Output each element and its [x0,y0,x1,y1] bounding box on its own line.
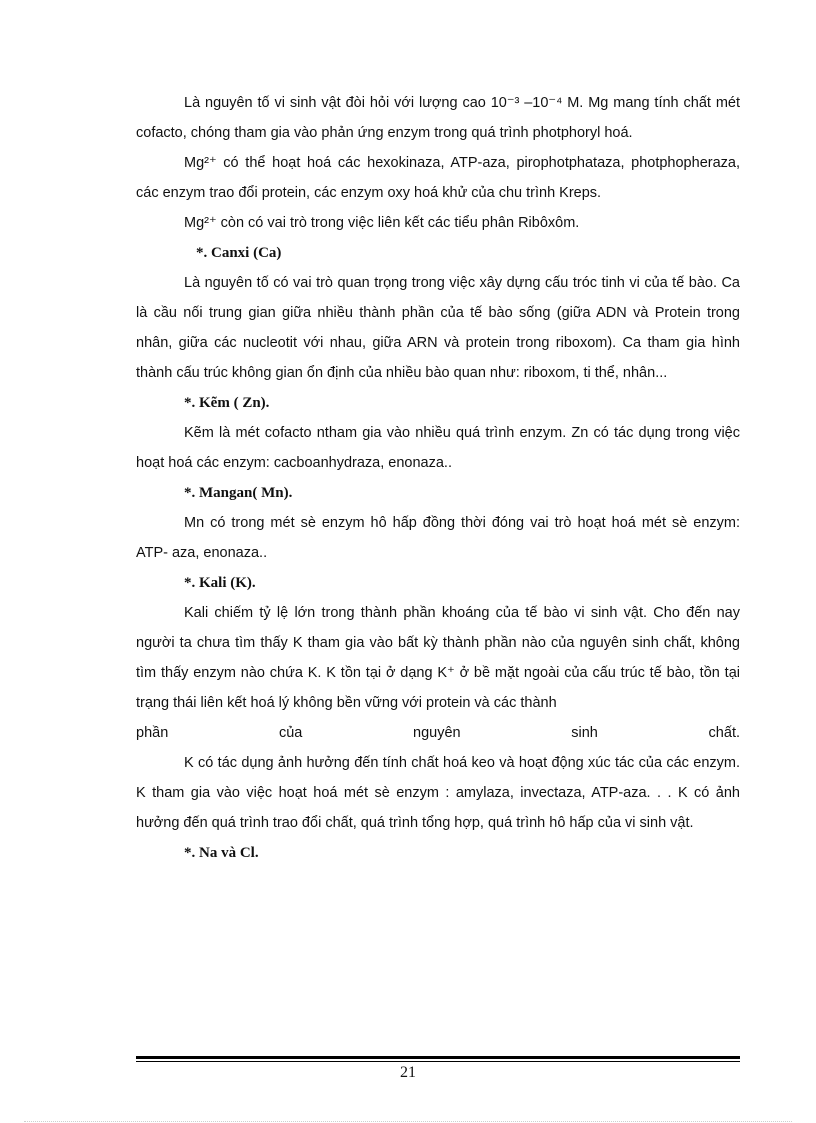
paragraph-mangan: Mn có trong mét sè enzym hô hấp đồng thời đóng vai trò hoạt hoá mét sè enzym: ATP- aza, enonaza.. [136,515,740,561]
heading-kem: *. Kẽm ( Zn). [184,395,270,411]
paragraph-kali-end: phần của nguyên sinh chất. [136,725,740,741]
paragraph-canxi: Là nguyên tố có vai trò quan trọng trong việc xây dựng cấu tróc tinh vi của tế bào. Ca là cầu nối trung gian giữa nhiều thành phần của tế bào sống (giữa ADN và Protein trong nhân, giữa các nucleotit với nhau, giữa ARN và protein trong riboxom). Ca tham gia hình thành cấu trúc không gian ổn định của nhiều bào quan như: riboxom, ti thể, nhân... [136,275,740,381]
paragraph-mg-intro: Là nguyên tố vi sinh vật đòi hỏi với lượng cao 10⁻³ –10⁻⁴ M. Mg mang tính chất mét cofacto, chóng tham gia vào phản ứng enzym trong quá trình photphoryl hoá. [136,95,740,141]
footer-rule-thick [136,1056,740,1059]
heading-mangan: *. Mangan( Mn). [184,485,293,501]
heading-canxi: *. Canxi (Ca) [196,245,282,261]
paragraph-kali-effects: K có tác dụng ảnh hưởng đến tính chất hoá keo và hoạt động xúc tác của các enzym. K tham gia vào việc hoạt hoá mét sè enzym : amylaza, invectaza, ATP-aza. . . K có ảnh hưởng đến quá trình trao đổi chất, quá trình tổng hợp, quá trình hô hấp của vi sinh vật. [136,755,740,831]
paragraph-mg-activation: Mg²⁺ có thể hoạt hoá các hexokinaza, ATP-aza, pirophotphataza, photphopheraza, các enzym trao đổi protein, các enzym oxy hoá khử của chu trình Kreps. [136,155,740,201]
page-bottom-border [24,1121,792,1122]
paragraph-kem: Kẽm là mét cofacto ntham gia vào nhiều quá trình enzym. Zn có tác dụng trong việc hoạt hoá các enzym: cacboanhydraza, enonaza.. [136,425,740,471]
heading-kali: *. Kali (K). [184,575,256,591]
heading-na-cl: *. Na và Cl. [184,845,259,861]
page-body [136,88,740,868]
page-number: 21 [400,1064,416,1081]
paragraph-mg-ribosome: Mg²⁺ còn có vai trò trong việc liên kết các tiểu phân Ribôxôm. [184,215,580,231]
footer-rule-thin [136,1061,740,1062]
paragraph-kali: Kali chiếm tỷ lệ lớn trong thành phần khoáng của tế bào vi sinh vật. Cho đến nay người ta chưa tìm thấy K tham gia vào bất kỳ thành phần nào của nguyên sinh chất, không tìm thấy enzym nào chứa K. K tồn tại ở dạng K⁺ ở bề mặt ngoài của cấu trúc tế bào, tồn tại trạng thái liên kết hoá lý không bền vững với protein và các thành [136,605,740,711]
